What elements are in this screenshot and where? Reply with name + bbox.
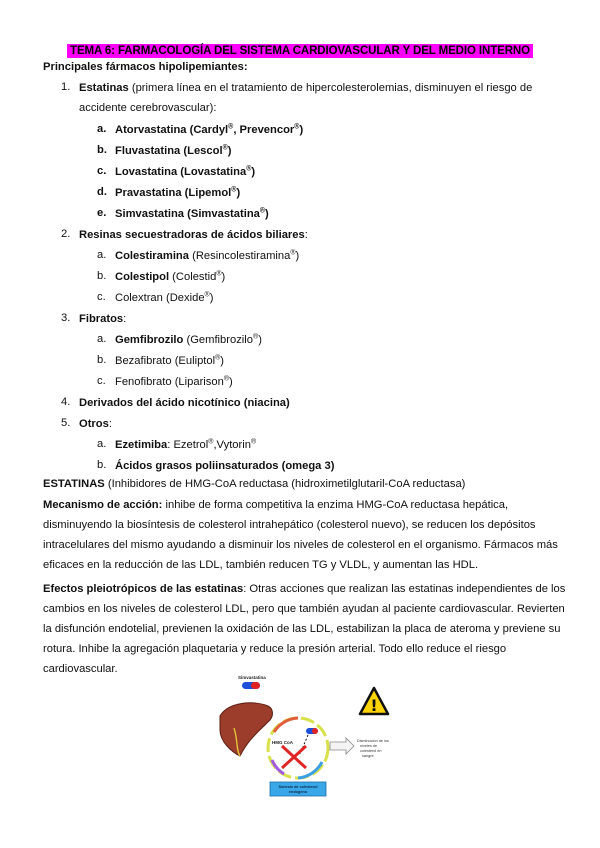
fibrate-item-bezafibrato (115, 354, 224, 368)
resin-item-colestiramina (115, 249, 299, 263)
statin-end: ) (227, 145, 232, 157)
arrow-right-icon (330, 738, 354, 754)
efectos-label: Efectos pleiotrópicos de las estatinas (43, 583, 244, 595)
registered-mark: ® (228, 123, 234, 131)
fibrate-end: ) (258, 334, 262, 346)
statin-end: ) (265, 208, 269, 220)
section-subtitle: Principales fármacos hipolipemiantes: (43, 61, 248, 73)
fibrate-desc: (Gemfibrozilo (183, 334, 254, 346)
enzyme-label: HMG CoA (272, 740, 293, 745)
statin-letter-c: c. (97, 165, 107, 177)
other-item-ezetimiba (115, 438, 256, 452)
statin-name: Atorvastatina (Cardyl (115, 124, 229, 136)
registered-mark: ® (222, 144, 228, 152)
statin-name: Lovastatina (Lovastatina (115, 166, 247, 178)
statin-name: Fluvastatina (Lescol (115, 145, 223, 157)
right-text-4: sangre (362, 754, 374, 758)
resin-desc: (Resincolestiramina (189, 250, 291, 262)
list-item-niacina: Derivados del ácido nicotínico (niacina) (79, 397, 290, 409)
other-mid: ,Vytorin (213, 439, 251, 451)
registered-mark: ® (250, 438, 257, 446)
registered-mark: ® (216, 270, 222, 278)
right-text-1: Disminución de los (357, 739, 389, 743)
otros-colon: : (108, 418, 112, 430)
resin-end: ) (209, 292, 214, 304)
estatinas-def-label: ESTATINAS (43, 478, 105, 490)
registered-mark: ® (208, 438, 214, 446)
bottom-text-2: endógeno (288, 790, 308, 794)
resin-desc: Colextran (Dexide (115, 292, 205, 304)
estatinas-label: Estatinas (79, 82, 129, 94)
fibrate-letter-b: b. (97, 354, 107, 366)
resin-end: ) (221, 271, 226, 283)
fibrate-item-fenofibrato (115, 375, 233, 389)
statin-mid: , Prevencor (233, 124, 295, 136)
other-name: Ezetimiba (115, 439, 168, 451)
mecanismo-text: inhibe de forma competitiva la enzima HMG-CoA reductasa hepática, disminuyendo la biosíntesis de colesterol intrahepático (colesterol nuevo), se reducen los depósitos intracelulares del mismo ayudando a disminuir los niveles de colesterol en el organismo. Fármacos más eficaces en la reducción de las LDL, también reducen TG y VLDL, y aumentan las HDL. (43, 499, 558, 571)
warning-glyph: ! (370, 696, 378, 715)
resin-letter-b: b. (97, 270, 107, 282)
estatinas-desc-1: (primera línea en el tratamiento de hipercolesterolemias, disminuyen el riesgo de (128, 82, 533, 94)
statin-end: ) (236, 187, 241, 199)
statin-item-pravastatina (115, 186, 240, 200)
fibrate-name: Gemfibrozilo (115, 334, 184, 346)
estatinas-desc-2: accidente cerebrovascular): (79, 102, 217, 114)
statin-letter-a: a. (97, 123, 107, 135)
drug-label: Simvastatina (238, 675, 266, 680)
registered-mark: ® (294, 123, 300, 131)
statin-item-fluvastatina (115, 144, 231, 158)
liver-icon (220, 703, 273, 756)
registered-mark: ® (253, 333, 259, 341)
statin-mechanism-figure (214, 672, 400, 802)
other-letter-b: b. (97, 459, 107, 471)
resinas-label: Resinas secuestradoras de ácidos biliares (79, 229, 305, 241)
resin-desc: (Colestid (169, 271, 217, 283)
fibrate-desc: Bezafibrato (Euliptol (115, 355, 216, 367)
fibrate-letter-a: a. (97, 333, 107, 345)
capsule-small-icon-half (312, 728, 318, 734)
fibrate-item-gemfibrozilo (115, 333, 262, 347)
fibratos-label: Fibratos (79, 313, 124, 325)
capsule-icon-half (251, 682, 260, 689)
registered-mark: ® (231, 186, 237, 194)
mecanismo-label: Mecanismo de acción: (43, 499, 163, 511)
statin-letter-d: d. (97, 186, 107, 198)
fibrate-letter-c: c. (97, 375, 106, 387)
resin-item-colextran (115, 291, 213, 305)
statin-letter-e: e. (97, 207, 107, 219)
statin-letter-b: b. (97, 144, 107, 156)
resin-end: ) (295, 250, 300, 262)
list-item-otros (79, 417, 112, 431)
resinas-colon: : (304, 229, 308, 241)
registered-mark: ® (215, 354, 221, 362)
statin-diagram (214, 672, 400, 802)
statin-name: Pravastatina (Lipemol (115, 187, 232, 199)
other-item-omega3: Ácidos grasos poliinsaturados (omega 3) (115, 460, 335, 472)
registered-mark: ® (290, 249, 296, 257)
list-number-3: 3. (61, 312, 71, 324)
statin-name: Simvastatina (Simvastatina (115, 208, 260, 220)
efectos-text: : Otras acciones que realizan las estatinas independientes de los cambios en los niveles de colesterol LDL, pero que también ayudan al paciente cardiovascular. Revierten la disfunción endotelial, previenen la oxidación de las LDL, estabilizan la placa de ateroma y previene su rotura. Inhibe la agregación plaquetaria y reduce la presión arterial. Todo ello reduce el riesgo cardiovascular. (43, 583, 566, 675)
bottom-text-1: Síntesis de colesterol (278, 785, 318, 789)
right-text-2: niveles de (360, 744, 378, 748)
list-number-4: 4. (61, 396, 71, 408)
list-item-estatinas (79, 81, 532, 95)
other-desc: : Ezetrol (167, 439, 209, 451)
list-item-fibratos (79, 312, 126, 326)
statin-end: ) (299, 124, 304, 136)
statin-end: ) (251, 166, 256, 178)
resin-item-colestipol (115, 270, 225, 284)
list-number-2: 2. (61, 228, 71, 240)
registered-mark: ® (246, 165, 252, 173)
registered-mark: ® (259, 207, 266, 215)
list-number-5: 5. (61, 417, 71, 429)
page-title: TEMA 6: FARMACOLOGÍA DEL SISTEMA CARDIOVASCULAR Y DEL MEDIO INTERNO (67, 44, 533, 58)
fibrate-end: ) (229, 376, 233, 388)
right-text-3: colesterol en (360, 749, 382, 753)
statin-item-atorvastatina (115, 123, 303, 137)
list-item-resinas (79, 228, 308, 242)
efectos-paragraph (43, 579, 573, 679)
list-number-1: 1. (61, 81, 71, 93)
other-letter-a: a. (97, 438, 107, 450)
statin-item-lovastatina (115, 165, 255, 179)
registered-mark: ® (204, 291, 210, 299)
resin-letter-a: a. (97, 249, 107, 261)
title-wrap (0, 41, 600, 59)
fibrate-desc: Fenofibrato (Liparison (115, 376, 224, 388)
statin-item-simvastatina (115, 207, 269, 221)
estatinas-definition (43, 477, 465, 491)
estatinas-def-text: (Inhibidores de HMG-CoA reductasa (hidroximetilglutaril-CoA reductasa) (104, 478, 466, 490)
resin-name: Colestiramina (115, 250, 189, 262)
mecanismo-paragraph (43, 495, 573, 575)
registered-mark: ® (223, 375, 229, 383)
otros-label: Otros (79, 418, 109, 430)
resin-letter-c: c. (97, 291, 106, 303)
resin-name: Colestipol (115, 271, 170, 283)
fibrate-end: ) (220, 355, 225, 367)
fibratos-colon: : (123, 313, 127, 325)
